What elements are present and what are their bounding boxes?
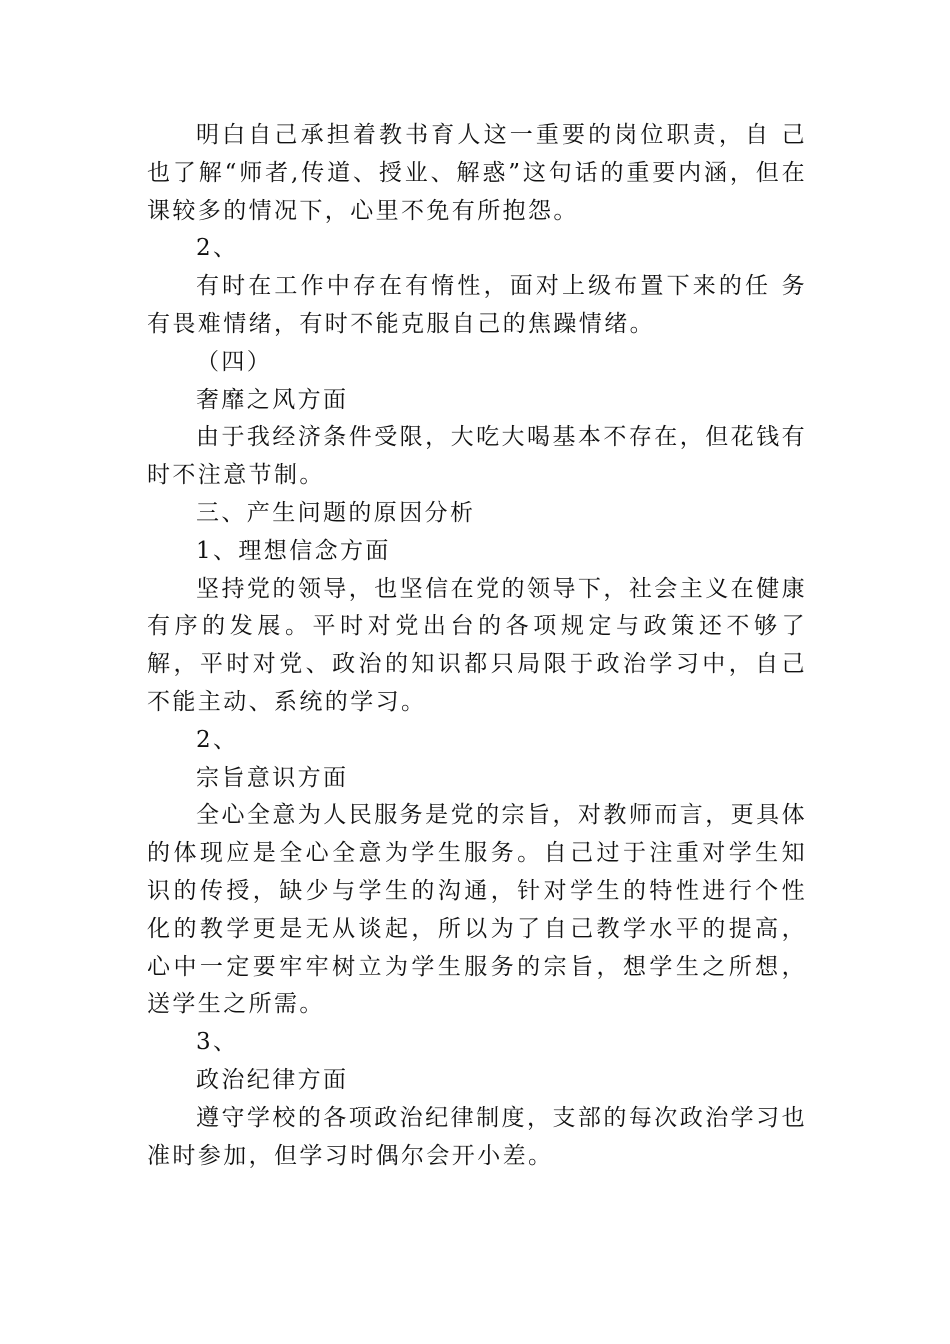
- heading-ideals-beliefs: 1、理想信念方面: [196, 537, 391, 564]
- paragraph-party-leadership: 坚持党的领导，也坚信在党的领导下，社会主义在健康有序的发展。平时对党出台的各项规定与政策还不够了解，平时对党、政治的知识都只局限于政治学习中，自己不能主动、系统的学习。: [147, 575, 807, 715]
- paragraph-number-2: 2、: [196, 235, 239, 262]
- paragraph-spending: 由于我经济条件受限，大吃大喝基本不存在，但花钱有时不注意节制。: [147, 424, 807, 489]
- heading-political-discipline: 政治纪律方面: [196, 1066, 349, 1093]
- section-heading-cause-analysis: 三、产生问题的原因分析: [196, 499, 476, 526]
- paragraph-number-2b: 2、: [196, 726, 239, 753]
- section-heading-four: （四）: [196, 348, 273, 375]
- heading-extravagance: 奢靡之风方面: [196, 386, 349, 413]
- paragraph-inertia: 有时在工作中存在有惰性，面对上级布置下来的任 务有畏难情绪，有时不能克服自己的焦躁情绪。: [147, 273, 807, 337]
- heading-purpose-awareness: 宗旨意识方面: [196, 764, 349, 791]
- paragraph-serve-students: 全心全意为人民服务是党的宗旨，对教师而言，更具体的体现应是全心全意为学生服务。自己过于注重对学生知识的传授，缺少与学生的沟通，针对学生的特性进行个性化的教学更是无从谈起，所以为了自己教学水平的提高，心中一定要牢牢树立为学生服务的宗旨，想学生之所想，送学生之所需。: [147, 802, 807, 1018]
- paragraph-duty-awareness: 明白自己承担着教书育人这一重要的岗位职责，自 己也了解“师者,传道、授业、解惑”这句话的重要内涵，但在课较多的情况下，心里不免有所抱怨。: [147, 122, 807, 224]
- paragraph-discipline: 遵守学校的各项政治纪律制度，支部的每次政治学习也准时参加，但学习时偶尔会开小差。: [147, 1104, 807, 1169]
- document-page: [147, 117, 807, 1175]
- paragraph-number-3: 3、: [196, 1029, 239, 1056]
